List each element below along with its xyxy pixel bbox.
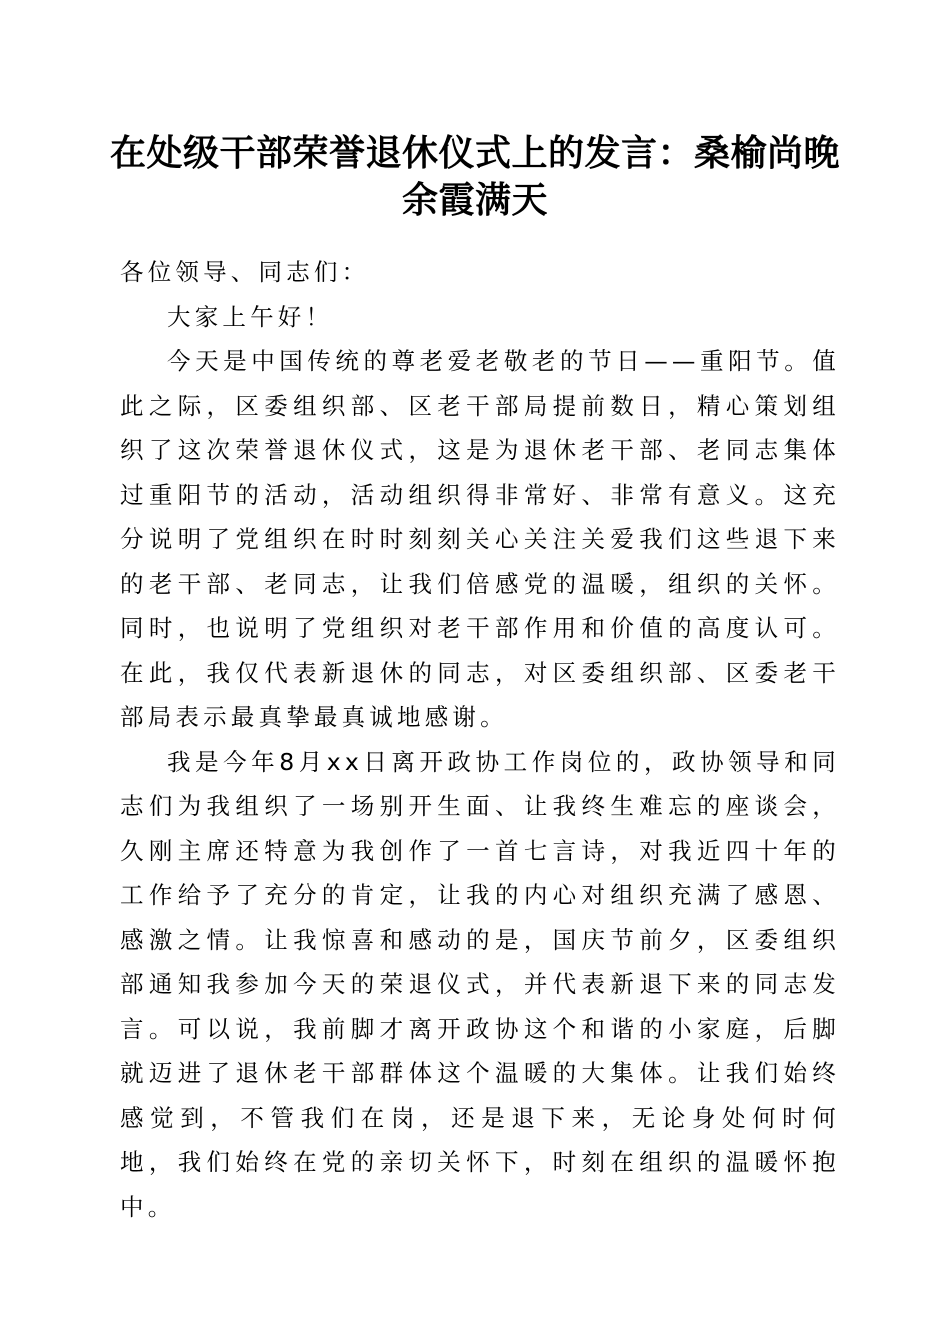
salutation: 各位领导、同志们：	[120, 258, 370, 286]
greeting: 大家上午好！	[167, 302, 334, 331]
speech-body	[120, 250, 840, 1229]
paragraph-1: 今天是中国传统的尊老爱老敬老的节日——重阳节。值此之际，区委组织部、区老干部局提前数日，精心策划组织了这次荣誉退休仪式，这是为退休老干部、老同志集体过重阳节的活动，活动组织得非常好、非常有意义。这充分说明了党组织在时时刻刻关心关注关爱我们这些退下来的老干部、老同志，让我们倍感党的温暖，组织的关怀。同时，也说明了党组织对老干部作用和价值的高度认可。在此，我仅代表新退休的同志，对区委组织部、区委老干部局表示最真挚最真诚地感谢。	[120, 347, 840, 731]
title-line-2: 余霞满天	[401, 179, 548, 221]
paragraph-2: 我是今年8月xx日离开政协工作岗位的，政协领导和同志们为我组织了一场别开生面、让我终生难忘的座谈会，久刚主席还特意为我创作了一首七言诗，对我近四十年的工作给予了充分的肯定，让我的内心对组织充满了感恩、感激之情。让我惊喜和感动的是，国庆节前夕，区委组织部通知我参加今天的荣退仪式，并代表新退下来的同志发言。可以说，我前脚才离开政协这个和谐的小家庭，后脚就迈进了退休老干部群体这个温暖的大集体。让我们始终感觉到，不管我们在岗，还是退下来，无论身处何时何地，我们始终在党的亲切关怀下，时刻在组织的温暖怀抱中。	[120, 747, 840, 1221]
document-title	[100, 130, 850, 224]
title-line-1: 在处级干部荣誉退休仪式上的发言：桑榆尚晚	[109, 132, 840, 174]
